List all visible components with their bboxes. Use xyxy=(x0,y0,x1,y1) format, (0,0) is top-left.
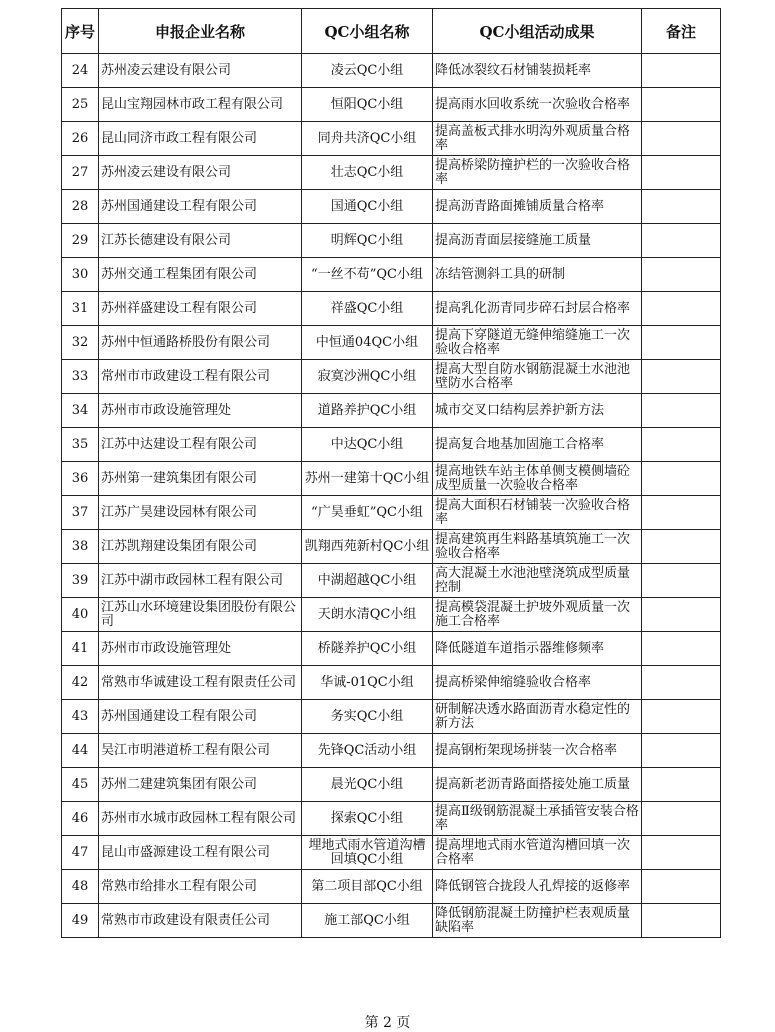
result-cell: 提高地铁车站主体单侧支模侧墙砼成型质量一次验收合格率 xyxy=(433,462,642,496)
org-cell: 常熟市给排水工程有限公司 xyxy=(99,870,302,904)
note-cell xyxy=(642,734,721,768)
org-cell: 江苏长德建设有限公司 xyxy=(99,224,302,258)
header-result: QC小组活动成果 xyxy=(433,9,642,54)
org-cell: 昆山同济市政工程有限公司 xyxy=(99,122,302,156)
result-cell: 提高桥梁伸缩缝验收合格率 xyxy=(433,666,642,700)
team-cell: 明辉QC小组 xyxy=(302,224,433,258)
team-cell: 天朗水清QC小组 xyxy=(302,598,433,632)
table-row xyxy=(62,836,721,870)
seq-cell: 28 xyxy=(62,190,99,224)
org-cell: 江苏中达建设工程有限公司 xyxy=(99,428,302,462)
table-row xyxy=(62,564,721,598)
qc-results-table xyxy=(61,8,721,938)
result-cell: 提高雨水回收系统一次验收合格率 xyxy=(433,88,642,122)
team-cell: 苏州一建第十QC小组 xyxy=(302,462,433,496)
table-row xyxy=(62,88,721,122)
page-number: 第 2 页 xyxy=(364,1015,411,1031)
table-row xyxy=(62,462,721,496)
result-cell: 提高大面积石材铺装一次验收合格率 xyxy=(433,496,642,530)
team-cell: 桥隧养护QC小组 xyxy=(302,632,433,666)
result-cell: 降低钢筋混凝土防撞护栏表观质量缺陷率 xyxy=(433,904,642,938)
table-row xyxy=(62,54,721,88)
org-cell: 苏州市市政设施管理处 xyxy=(99,632,302,666)
team-cell: 第二项目部QC小组 xyxy=(302,870,433,904)
team-cell: 埋地式雨水管道沟槽回填QC小组 xyxy=(302,836,433,870)
result-cell: 提高复合地基加固施工合格率 xyxy=(433,428,642,462)
note-cell xyxy=(642,836,721,870)
table-row xyxy=(62,428,721,462)
note-cell xyxy=(642,598,721,632)
result-cell: 高大混凝土水池池壁浇筑成型质量控制 xyxy=(433,564,642,598)
team-cell: 施工部QC小组 xyxy=(302,904,433,938)
seq-cell: 42 xyxy=(62,666,99,700)
team-cell: 务实QC小组 xyxy=(302,700,433,734)
org-cell: 吴江市明港道桥工程有限公司 xyxy=(99,734,302,768)
table-row xyxy=(62,598,721,632)
table-row xyxy=(62,734,721,768)
result-cell: 提高下穿隧道无缝伸缩缝施工一次验收合格率 xyxy=(433,326,642,360)
org-cell: 苏州市水城市政园林工程有限公司 xyxy=(99,802,302,836)
note-cell xyxy=(642,360,721,394)
table-row xyxy=(62,326,721,360)
note-cell xyxy=(642,564,721,598)
org-cell: 苏州国通建设工程有限公司 xyxy=(99,190,302,224)
result-cell: 提高建筑再生料路基填筑施工一次验收合格率 xyxy=(433,530,642,564)
header-team: QC小组名称 xyxy=(302,9,433,54)
result-cell: 降低冰裂纹石材铺装损耗率 xyxy=(433,54,642,88)
note-cell xyxy=(642,190,721,224)
header-seq: 序号 xyxy=(62,9,99,54)
note-cell xyxy=(642,530,721,564)
table-row xyxy=(62,122,721,156)
note-cell xyxy=(642,394,721,428)
org-cell: 苏州市市政设施管理处 xyxy=(99,394,302,428)
org-cell: 苏州凌云建设有限公司 xyxy=(99,54,302,88)
note-cell xyxy=(642,768,721,802)
result-cell: 提高埋地式雨水管道沟槽回填一次合格率 xyxy=(433,836,642,870)
org-cell: 苏州二建建筑集团有限公司 xyxy=(99,768,302,802)
table-row xyxy=(62,394,721,428)
seq-cell: 37 xyxy=(62,496,99,530)
table-row xyxy=(62,904,721,938)
org-cell: 常州市市政建设工程有限公司 xyxy=(99,360,302,394)
seq-cell: 30 xyxy=(62,258,99,292)
team-cell: 寂寞沙洲QC小组 xyxy=(302,360,433,394)
org-cell: 苏州交通工程集团有限公司 xyxy=(99,258,302,292)
table-row xyxy=(62,666,721,700)
team-cell: 凯翔西苑新村QC小组 xyxy=(302,530,433,564)
seq-cell: 47 xyxy=(62,836,99,870)
table-row xyxy=(62,224,721,258)
seq-cell: 33 xyxy=(62,360,99,394)
table-body xyxy=(62,54,721,938)
note-cell xyxy=(642,156,721,190)
team-cell: 先锋QC活动小组 xyxy=(302,734,433,768)
note-cell xyxy=(642,258,721,292)
table-row xyxy=(62,258,721,292)
team-cell: 恒阳QC小组 xyxy=(302,88,433,122)
org-cell: 昆山市盛源建设工程有限公司 xyxy=(99,836,302,870)
note-cell xyxy=(642,292,721,326)
note-cell xyxy=(642,632,721,666)
team-cell: 壮志QC小组 xyxy=(302,156,433,190)
org-cell: 江苏广昊建设园林有限公司 xyxy=(99,496,302,530)
table-row xyxy=(62,530,721,564)
org-cell: 江苏山水环境建设集团股份有限公司 xyxy=(99,598,302,632)
note-cell xyxy=(642,462,721,496)
result-cell: 提高Ⅱ级钢筋混凝土承插管安装合格率 xyxy=(433,802,642,836)
header-org: 申报企业名称 xyxy=(99,9,302,54)
note-cell xyxy=(642,88,721,122)
team-cell: 凌云QC小组 xyxy=(302,54,433,88)
table-row xyxy=(62,700,721,734)
note-cell xyxy=(642,224,721,258)
org-cell: 苏州祥盛建设工程有限公司 xyxy=(99,292,302,326)
result-cell: 提高沥青面层接缝施工质量 xyxy=(433,224,642,258)
team-cell: 同舟共济QC小组 xyxy=(302,122,433,156)
team-cell: 中恒通04QC小组 xyxy=(302,326,433,360)
team-cell: “广昊垂虹”QC小组 xyxy=(302,496,433,530)
team-cell: 华诚-01QC小组 xyxy=(302,666,433,700)
team-cell: 晨光QC小组 xyxy=(302,768,433,802)
team-cell: 国通QC小组 xyxy=(302,190,433,224)
seq-cell: 48 xyxy=(62,870,99,904)
seq-cell: 24 xyxy=(62,54,99,88)
team-cell: 道路养护QC小组 xyxy=(302,394,433,428)
seq-cell: 45 xyxy=(62,768,99,802)
result-cell: 提高钢桁架现场拼装一次合格率 xyxy=(433,734,642,768)
team-cell: 中湖超越QC小组 xyxy=(302,564,433,598)
seq-cell: 25 xyxy=(62,88,99,122)
header-note: 备注 xyxy=(642,9,721,54)
result-cell: 提高新老沥青路面搭接处施工质量 xyxy=(433,768,642,802)
result-cell: 降低隧道车道指示器维修频率 xyxy=(433,632,642,666)
table-header-row xyxy=(62,9,721,54)
seq-cell: 34 xyxy=(62,394,99,428)
seq-cell: 39 xyxy=(62,564,99,598)
org-cell: 常熟市华诚建设工程有限责任公司 xyxy=(99,666,302,700)
seq-cell: 26 xyxy=(62,122,99,156)
table-row xyxy=(62,156,721,190)
org-cell: 苏州第一建筑集团有限公司 xyxy=(99,462,302,496)
seq-cell: 36 xyxy=(62,462,99,496)
org-cell: 江苏凯翔建设集团有限公司 xyxy=(99,530,302,564)
result-cell: 研制解决透水路面沥青水稳定性的新方法 xyxy=(433,700,642,734)
seq-cell: 31 xyxy=(62,292,99,326)
seq-cell: 32 xyxy=(62,326,99,360)
seq-cell: 41 xyxy=(62,632,99,666)
org-cell: 常熟市市政建设有限责任公司 xyxy=(99,904,302,938)
seq-cell: 38 xyxy=(62,530,99,564)
table-row xyxy=(62,292,721,326)
table-row xyxy=(62,496,721,530)
note-cell xyxy=(642,122,721,156)
team-cell: 祥盛QC小组 xyxy=(302,292,433,326)
seq-cell: 43 xyxy=(62,700,99,734)
result-cell: 提高桥梁防撞护栏的一次验收合格率 xyxy=(433,156,642,190)
seq-cell: 35 xyxy=(62,428,99,462)
seq-cell: 49 xyxy=(62,904,99,938)
seq-cell: 40 xyxy=(62,598,99,632)
note-cell xyxy=(642,326,721,360)
table-row xyxy=(62,870,721,904)
note-cell xyxy=(642,870,721,904)
result-cell: 提高沥青路面摊铺质量合格率 xyxy=(433,190,642,224)
table-row xyxy=(62,360,721,394)
org-cell: 苏州凌云建设有限公司 xyxy=(99,156,302,190)
note-cell xyxy=(642,700,721,734)
result-cell: 城市交叉口结构层养护新方法 xyxy=(433,394,642,428)
table-row xyxy=(62,190,721,224)
team-cell: “一丝不苟”QC小组 xyxy=(302,258,433,292)
result-cell: 提高模袋混凝土护坡外观质量一次施工合格率 xyxy=(433,598,642,632)
org-cell: 苏州中恒通路桥股份有限公司 xyxy=(99,326,302,360)
note-cell xyxy=(642,428,721,462)
note-cell xyxy=(642,802,721,836)
table-row xyxy=(62,802,721,836)
org-cell: 昆山宝翔园林市政工程有限公司 xyxy=(99,88,302,122)
result-cell: 提高大型自防水钢筋混凝土水池池壁防水合格率 xyxy=(433,360,642,394)
note-cell xyxy=(642,904,721,938)
org-cell: 江苏中湖市政园林工程有限公司 xyxy=(99,564,302,598)
note-cell xyxy=(642,496,721,530)
seq-cell: 27 xyxy=(62,156,99,190)
seq-cell: 29 xyxy=(62,224,99,258)
note-cell xyxy=(642,666,721,700)
team-cell: 中达QC小组 xyxy=(302,428,433,462)
result-cell: 提高乳化沥青同步碎石封层合格率 xyxy=(433,292,642,326)
team-cell: 探索QC小组 xyxy=(302,802,433,836)
seq-cell: 46 xyxy=(62,802,99,836)
table-row xyxy=(62,768,721,802)
result-cell: 冻结管测斜工具的研制 xyxy=(433,258,642,292)
note-cell xyxy=(642,54,721,88)
seq-cell: 44 xyxy=(62,734,99,768)
result-cell: 提高盖板式排水明沟外观质量合格率 xyxy=(433,122,642,156)
org-cell: 苏州国通建设工程有限公司 xyxy=(99,700,302,734)
table-row xyxy=(62,632,721,666)
result-cell: 降低钢管合拢段人孔焊接的返修率 xyxy=(433,870,642,904)
